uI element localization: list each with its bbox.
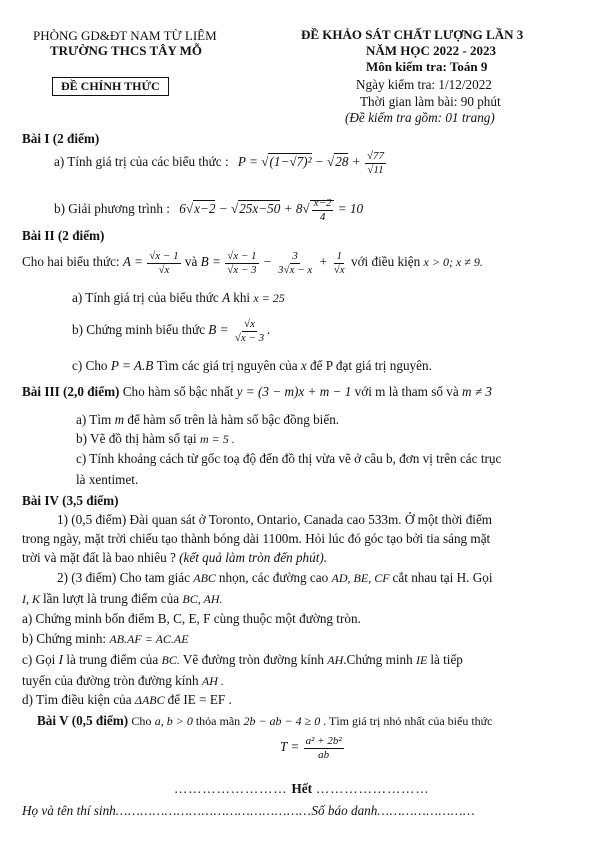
school-name: TRƯỜNG THCS TÂY MỖ [50, 43, 203, 58]
bai4-c-text-d: .Chứng minh [343, 652, 413, 667]
bai1-b [54, 197, 363, 223]
page-count: (Đề kiểm tra gồm: 01 trang) [345, 110, 495, 125]
bai4-b-text: b) Chứng minh: [22, 631, 107, 646]
bai4-p2-text-2: lần lượt là trung điểm của [43, 591, 180, 606]
bai3-b-text: b) Vẽ đồ thị hàm số tại [76, 431, 197, 446]
bai5-formula: T = $\frac{\text{a² + 2b²}}{ab}$ [280, 735, 342, 761]
bai1-a [54, 150, 387, 176]
bai3-a-text1: a) Tìm [76, 412, 112, 427]
exam-duration: Thời gian làm bài: 90 phút [360, 94, 501, 109]
bai4-title: Bài IV (3,5 điểm) [22, 493, 119, 508]
bai4-c2: tuyến của đường tròn đường kính AH . [22, 673, 224, 688]
bai4-p2-line2: I, K lần lượt là trung điểm của BC, AH. [22, 591, 223, 606]
bai2-a-text: a) Tính giá trị của biểu thức [72, 290, 219, 305]
bai3-c2: là xentimet. [76, 472, 139, 487]
bai2-condition: x > 0; x ≠ 9. [423, 255, 483, 270]
bai4-p1-line1: 1) (0,5 điểm) Đài quan sát ở Toronto, Ontario, Canada cao 533m. Ở một thời điểm [57, 512, 493, 527]
bai3-intro-text: Cho hàm số bậc nhất [122, 384, 234, 399]
bai4-p1-text: trời và mặt đất là bao nhiêu ? [22, 550, 176, 565]
bai4-a: a) Chứng minh bốn điểm B, C, E, F cùng thuộc một đường tròn. [22, 611, 361, 626]
bai4-c-text-c: Vẽ đường tròn đường kính [182, 652, 324, 667]
bai5-intro: Bài V (0,5 điểm) Cho a, b > 0 thỏa mãn 2b − ab − 4 ≥ 0 . Tìm giá trị nhỏ nhất của biểu thức [37, 713, 493, 728]
bai2-b-text: b) Chứng minh biểu thức [72, 322, 205, 338]
bai2-c: c) Cho P = A.B Tìm các giá trị nguyên của x để P đạt giá trị nguyên. [72, 358, 432, 373]
bai2-c-text2: Tìm các giá trị nguyên của [156, 358, 298, 373]
bai2-intro [22, 250, 483, 276]
exam-date: Ngày kiểm tra: 1/12/2022 [356, 77, 492, 92]
bai2-b: b) Chứng minh biểu thức B = $\frac{√x}{√x - 3}$ . [72, 318, 271, 344]
bai1-b-formula: 6√x−2 − √25x−50 + 8√ $\frac{x-2}{4}$ = 10 [179, 197, 364, 223]
expr-a: A = $\frac{√x - 1}{√x}$ [122, 250, 179, 276]
bai3-intro: Bài III (2,0 điểm) Cho hàm số bậc nhất y = (3 − m)x + m − 1 với m là tham số và m ≠ 3 [22, 384, 492, 399]
bai4-c-text-a: c) Gọi [22, 652, 56, 667]
candidate-name-label: Họ và tên thí sinh [22, 803, 116, 818]
bai2-intro-text: Cho hai biểu thức: [22, 254, 120, 270]
bai3-b: b) Vẽ đồ thị hàm số tại m = 5 . [76, 431, 235, 446]
bai4-d-text1: d) Tìm điều kiện của [22, 692, 132, 707]
bai5-text3: . Tìm giá trị nhỏ nhất của biểu thức [323, 714, 493, 728]
department-name: PHÒNG GD&ĐT NAM TỪ LIÊM [33, 28, 217, 43]
exam-title: ĐỀ KHẢO SÁT CHẤT LƯỢNG LẦN 3 [301, 27, 524, 42]
bai2-c-text1: c) Cho [72, 358, 108, 373]
bai2-cond: với điều kiện [350, 254, 421, 270]
school-year: NĂM HỌC 2022 - 2023 [366, 43, 496, 58]
bai3-title: Bài III (2,0 điểm) [22, 384, 120, 399]
subject: Môn kiểm tra: Toán 9 [366, 59, 488, 74]
bai3-intro-text2: với m là tham số và [354, 384, 459, 399]
bai5-text2: thỏa mãn [195, 714, 241, 728]
bai4-p1-note: (kết quả làm tròn đến phút). [179, 550, 328, 565]
bai4-c-text-e: là tiếp [430, 652, 463, 667]
bai2-c-text3: để P đạt giá trị nguyên. [310, 358, 432, 373]
bai3-a: a) Tìm m để hàm số trên là hàm số bậc đồng biến. [76, 412, 340, 427]
bai2-a: a) Tính giá trị của biểu thức A khi x = 25 [72, 290, 285, 305]
bai4-d-text2: để IE = EF . [167, 692, 232, 707]
bai4-c1: c) Gọi I là trung điểm của BC. Vẽ đường tròn đường kính AH.Chứng minh IE là tiếp [22, 652, 463, 667]
bai2-a-when: khi [233, 290, 251, 305]
end-line: …………………… Hết …………………… [174, 781, 430, 796]
candidate-id-label: Số báo danh [311, 803, 378, 818]
bai4-p2-text-c: cắt nhau tại H. Gọi [392, 570, 493, 585]
bai3-c1: c) Tính khoảng cách từ gốc toạ độ đến đồ thị vừa vẽ ở câu b, đơn vị trên các trục [76, 451, 502, 466]
bai1-b-text: b) Giải phương trình : [54, 201, 170, 217]
expr-b: B = $\frac{√x - 1}{√x - 3}$ − $\frac{3}{3√x - x}$ + $\frac{1}{√x}$ [200, 250, 345, 276]
bai4-p2-text-a: 2) (3 điểm) Cho tam giác [57, 570, 190, 585]
bai2-and: và [184, 254, 198, 270]
end-label: Hết [291, 781, 313, 796]
candidate-line: Họ và tên thí sinh…………………………………………Số báo danh…………………… [22, 803, 476, 818]
bai4-p1-line2: trong ngày, mặt trời chiếu tạo thành bóng dài 1100m. Hỏi lúc đó góc tạo bởi tia sáng mặt [22, 531, 491, 546]
bai4-c-text-b: là trung điểm của [66, 652, 159, 667]
bai4-p2-line1: 2) (3 điểm) Cho tam giác ABC nhọn, các đường cao AD, BE, CF cắt nhau tại H. Gọi [57, 570, 493, 585]
bai4-c-text-2: tuyến của đường tròn đường kính [22, 673, 199, 688]
bai1-a-text: a) Tính giá trị của các biểu thức : [54, 154, 229, 170]
bai5-text1: Cho [131, 714, 152, 728]
bai4-d: d) Tìm điều kiện của ΔABC để IE = EF . [22, 692, 232, 707]
official-badge: ĐỀ CHÍNH THỨC [52, 77, 169, 96]
bai1-title: Bài I (2 điểm) [22, 131, 100, 146]
bai3-a-text2: để hàm số trên là hàm số bậc đồng biến. [127, 412, 340, 427]
bai4-p1-line3 [22, 550, 327, 566]
bai4-b: b) Chứng minh: AB.AF = AC.AE [22, 631, 189, 646]
bai1-a-formula: P = √(1−√7)² − √28 + $\frac{√77}{√11}$ [237, 150, 384, 176]
bai4-p2-text-b: nhọn, các đường cao [218, 570, 329, 585]
bai5-title: Bài V (0,5 điểm) [37, 713, 129, 728]
bai2-title: Bài II (2 điểm) [22, 228, 105, 243]
